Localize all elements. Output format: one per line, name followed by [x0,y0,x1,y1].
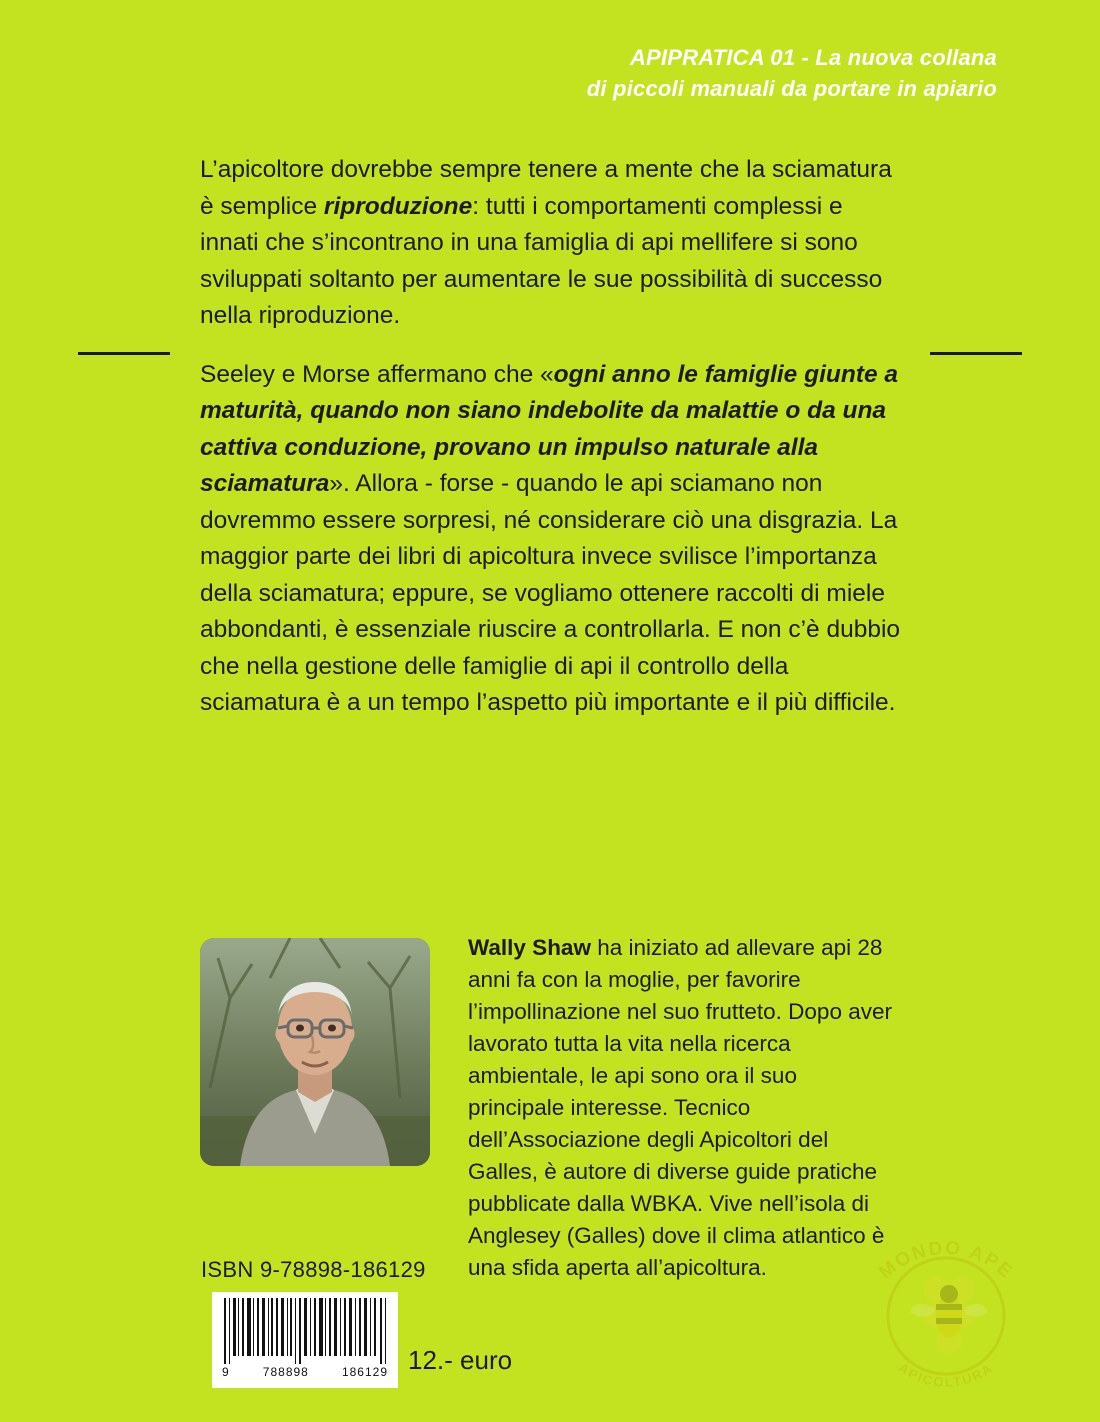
series-header-line-2: di piccoli manuali da portare in apiario [586,76,997,101]
watermark-top-text: MONDO APE [875,1237,1018,1284]
paragraph-1-text-a: L’apicoltore dovrebbe sempre tenere a mente che la sciamatura è semplice [200,156,892,220]
decorative-rule-right [930,352,1022,355]
series-header [587,42,997,104]
back-cover-text [200,152,906,722]
decorative-rule-left [78,352,170,355]
paragraph-1-text-b: : tutti i comportamenti complessi e innati che s’incontrano in una famiglia di api mellifere si sono sviluppati soltanto per aumentare le sue possibilità di successo nella riproduzione. [200,192,883,329]
barcode-left-digit: 9 [222,1365,230,1379]
barcode-group-2: 186129 [341,1365,388,1379]
series-header-line-1: APIPRATICA 01 - La nuova collana [629,45,997,70]
isbn-text: ISBN 9-78898-186129 [201,1257,426,1282]
paragraph-2-quote: ogni anno le famiglie giunte a maturità, quando non siano indebolite da malattie o da una cattiva conduzione, provano un impulso naturale alla sciamatura [200,360,899,497]
mondo-ape-logo-watermark [846,1212,1046,1412]
paragraph-2-text-b: ». Allora - forse - quando le api sciamano non dovremmo essere sorpresi, né considerare ciò una disgrazia. La maggior parte dei libri di apicoltura invece svilisce l’importanza della sciamatura; eppure, se vogliamo ottenere raccolti di miele abbondanti, è essenziale riuscire a controllarla. E non c’è dubbio che nella gestione delle famiglie di api il controllo della sciamatura è a un tempo l’aspetto più importante e il più difficile. [200,470,901,716]
watermark-bottom-text: APICOLTURA [895,1359,997,1390]
author-photo [200,938,430,1166]
paragraph-1-emphasis: riproduzione [323,192,473,220]
author-name: Wally Shaw [468,935,591,960]
barcode [212,1292,398,1388]
barcode-bars [220,1298,390,1364]
price-text: 12.- euro [408,1345,513,1375]
paragraph-2 [200,357,906,722]
paragraph-1 [200,152,906,335]
barcode-group-1: 788898 [262,1365,309,1379]
author-bio [468,932,898,1284]
author-bio-text: ha iniziato ad allevare api 28 anni fa con la moglie, per favorire l’impollinazione nel suo frutteto. Dopo aver lavorato tutta la vita nella ricerca ambientale, le api sono ora il suo principale interesse. Tecnico dell’Associazione degli Apicoltori del Galles, è autore di diverse guide pratiche pubblicate dalla WBKA. Vive nell’isola di Anglesey (Galles) dove il clima atlantico è una sfida aperta all’apicoltura. [468,935,892,1280]
paragraph-2-text-a: Seeley e Morse affermano che « [200,360,554,388]
barcode-digits [220,1365,390,1379]
